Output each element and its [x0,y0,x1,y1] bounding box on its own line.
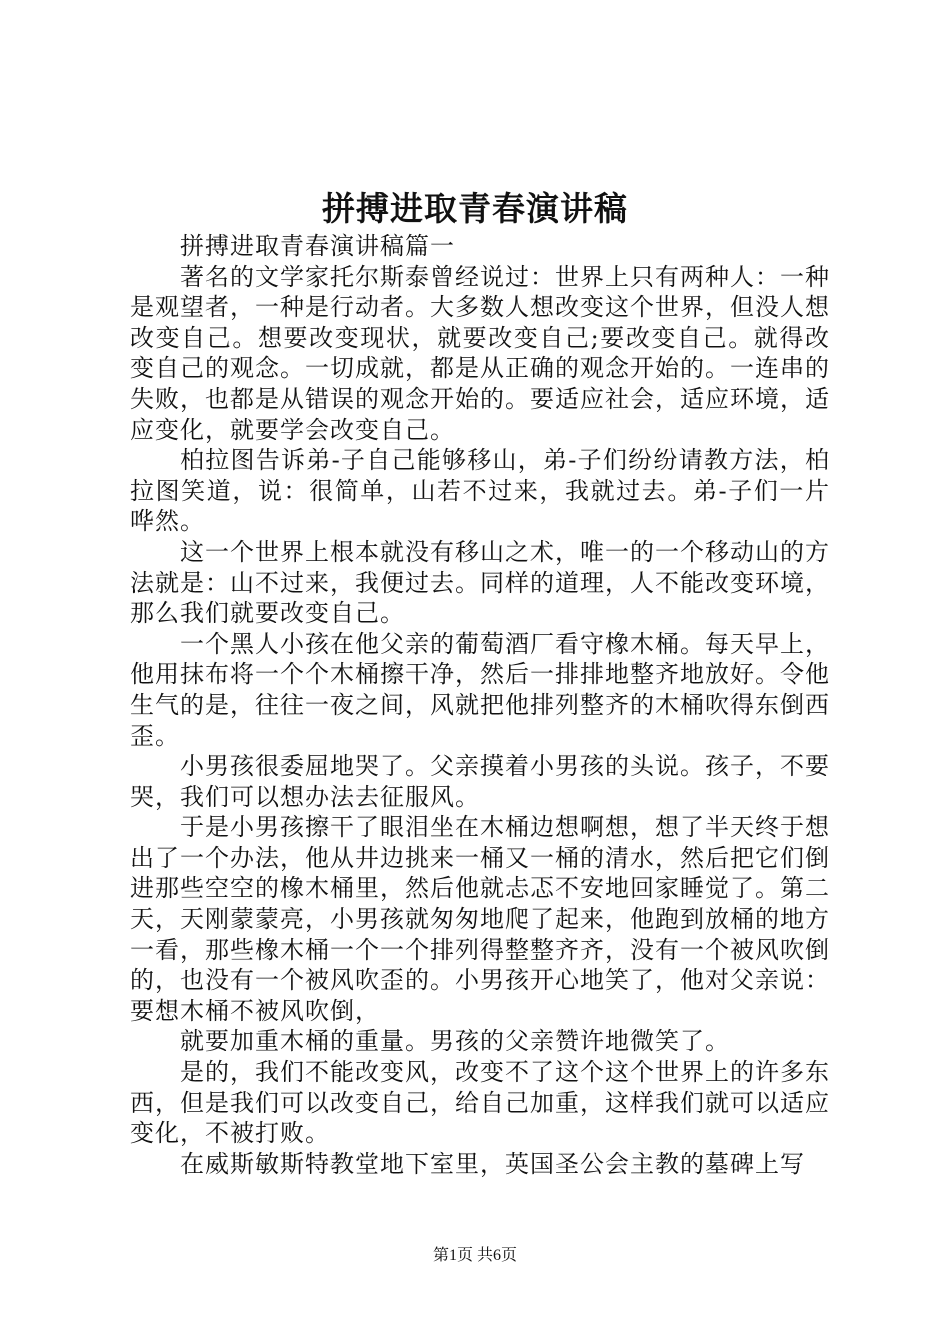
paragraph: 是的，我们不能改变风，改变不了这个这个世界上的许多东西，但是我们可以改变自己，给自己加重，这样我们就可以适应变化，不被打败。 [130,1058,830,1148]
section-heading: 拼搏进取青春演讲稿篇一 [180,232,455,260]
paragraph: 就要加重木桶的重量。男孩的父亲赞许地微笑了。 [180,1027,730,1056]
paragraph: 小男孩很委屈地哭了。父亲摸着小男孩的头说。孩子，不要哭，我们可以想办法去征服风。 [130,752,830,811]
document-body [130,231,830,1179]
paragraph: 著名的文学家托尔斯泰曾经说过：世界上只有两种人：一种是观望者，一种是行动者。大多数人想改变这个世界，但没人想改变自己。想要改变现状，就要改变自己;要改变自己。就得改变自己的观念。一切成就，都是从正确的观念开始的。一连串的失败，也都是从错误的观念开始的。要适应社会，适应环境，适应变化，就要学会改变自己。 [130,262,830,444]
paragraph: 这一个世界上根本就没有移山之术，唯一的一个移动山的方法就是：山不过来，我便过去。同样的道理，人不能改变环境，那么我们就要改变自己。 [130,537,830,628]
paragraph: 一个黑人小孩在他父亲的葡萄酒厂看守橡木桶。每天早上，他用抹布将一个个木桶擦干净，然后一排排地整齐地放好。令他生气的是，往往一夜之间，风就把他排列整齐的木桶吹得东倒西歪。 [130,629,830,750]
page-footer: 第1页 共6页 [432,1247,517,1264]
paragraph: 柏拉图告诉弟-子自己能够移山，弟-子们纷纷请教方法，柏拉图笑道，说：很简单，山若不过来，我就过去。弟-子们一片哗然。 [130,446,830,536]
paragraph: 在威斯敏斯特教堂地下室里，英国圣公会主教的墓碑上写 [180,1149,805,1178]
paragraph: 于是小男孩擦干了眼泪坐在木桶边想啊想，想了半天终于想出了一个办法，他从井边挑来一桶又一桶的清水，然后把它们倒进那些空空的橡木桶里，然后他就忐忑不安地回家睡觉了。第二天，天刚蒙蒙亮，小男孩就匆匆地爬了起来，他跑到放桶的地方一看，那些橡木桶一个一个排列得整整齐齐，没有一个被风吹倒的，也没有一个被风吹歪的。小男孩开心地笑了，他对父亲说：要想木桶不被风吹倒， [130,813,830,1025]
document-title: 拼搏进取青春演讲稿 [322,189,628,228]
